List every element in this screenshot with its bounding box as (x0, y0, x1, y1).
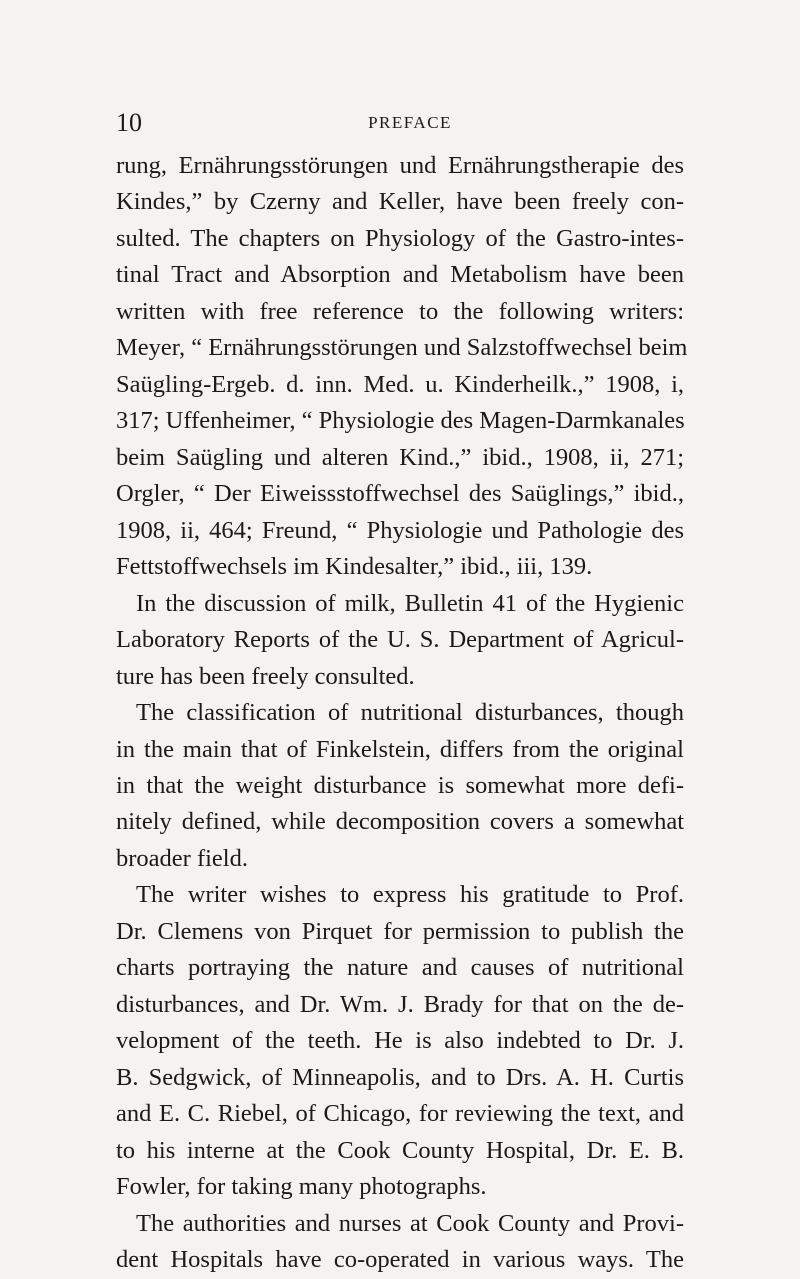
text-line: broader field. (116, 844, 248, 872)
text-line: Dr. Clemens von Pirquet for permission to publish the (116, 917, 684, 945)
text-line: written with free reference to the following writers: (116, 297, 684, 325)
text-line: disturbances, and Dr. Wm. J. Brady for that on the de- (116, 990, 684, 1018)
text-line: 317; Uffenheimer, “ Physiologie des Magen-Darmkanales (116, 407, 685, 435)
text-line: velopment of the teeth. He is also indebted to Dr. J. (116, 1027, 684, 1055)
text-line: The authorities and nurses at Cook County and Provi- (136, 1209, 684, 1237)
text-line: Laboratory Reports of the U. S. Department of Agricul- (116, 626, 684, 654)
text-line: 1908, ii, 464; Freund, “ Physiologie und Pathologie des (116, 516, 684, 544)
body-text (116, 148, 688, 1279)
text-line: tinal Tract and Absorption and Metabolism have been (116, 261, 684, 289)
text-line: Fettstoffwechsels im Kindesalter,” ibid., iii, 139. (116, 553, 593, 581)
text-line: in the main that of Finkelstein, differs from the original (116, 735, 684, 763)
text-line: sulted. The chapters on Physiology of the Gastro-intes- (116, 224, 684, 252)
text-line: Meyer, “ Ernährungsstörungen und Salzstoffwechsel beim (116, 334, 688, 362)
text-line: Saügling-Ergeb. d. inn. Med. u. Kinderheilk.,” 1908, i, (116, 370, 684, 398)
text-line: ture has been freely consulted. (116, 662, 415, 690)
text-line: Kindes,” by Czerny and Keller, have been freely con- (116, 188, 684, 216)
running-title: PREFACE (368, 113, 452, 132)
text-line: Fowler, for taking many photographs. (116, 1173, 487, 1201)
page-header (116, 106, 684, 140)
text-line: rung, Ernährungsstörungen und Ernährungstherapie des (116, 152, 684, 179)
text-line: The classification of nutritional disturbances, though (136, 699, 684, 727)
text-line: and E. C. Riebel, of Chicago, for reviewing the text, and (116, 1100, 684, 1128)
text-line: in that the weight disturbance is somewhat more defi- (116, 771, 684, 799)
text-line: to his interne at the Cook County Hospital, Dr. E. B. (116, 1136, 684, 1164)
text-line: nitely defined, while decomposition covers a somewhat (116, 808, 684, 836)
text-line: Orgler, “ Der Eiweissstoffwechsel des Saüglings,” ibid., (116, 480, 684, 508)
text-line: charts portraying the nature and causes of nutritional (116, 954, 684, 982)
text-line: B. Sedgwick, of Minneapolis, and to Drs. A. H. Curtis (116, 1063, 684, 1091)
text-line: dent Hospitals have co-operated in various ways. The (116, 1246, 684, 1274)
text-line: beim Saügling und alteren Kind.,” ibid., 1908, ii, 271; (116, 443, 684, 471)
page-number: 10 (116, 108, 142, 137)
text-line: In the discussion of milk, Bulletin 41 of the Hygienic (136, 589, 684, 617)
text-line: The writer wishes to express his gratitude to Prof. (136, 881, 684, 909)
